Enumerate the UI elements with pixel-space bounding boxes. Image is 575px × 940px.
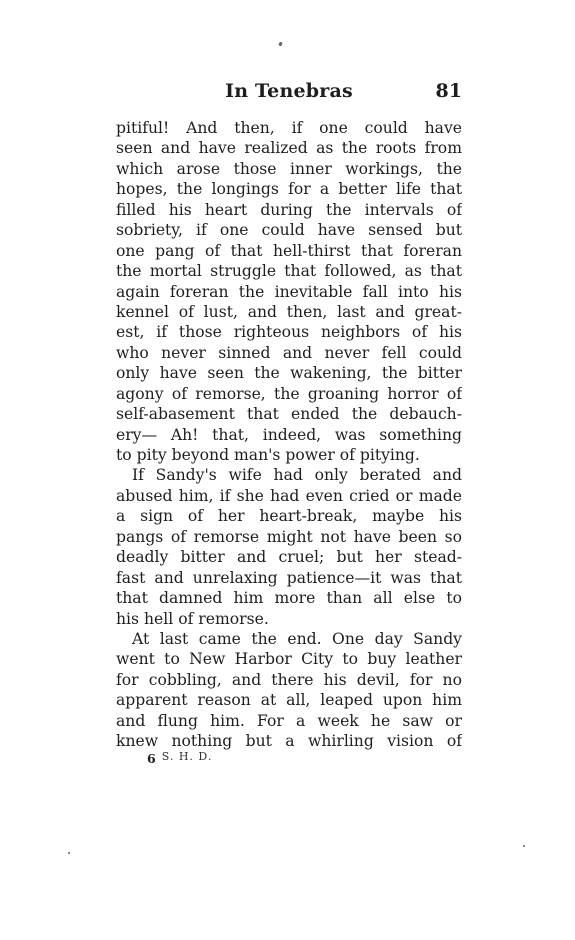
signature-number: 6: [147, 751, 156, 766]
text-line: If Sandy's wife had only berated and: [132, 466, 462, 485]
text-line: hopes, the longings for a better life that: [116, 180, 462, 199]
text-line: his hell of remorse.: [116, 609, 269, 628]
text-line: went to New Harbor City to buy leather: [116, 650, 462, 669]
text-line: filled his heart during the intervals of: [116, 200, 462, 219]
text-line: again foreran the inevitable fall into his: [116, 282, 462, 301]
text-line: knew nothing but a whirling vision of: [116, 732, 462, 751]
text-line: the mortal struggle that followed, as that: [116, 262, 462, 281]
text-line: deadly bitter and cruel; but her stead-: [116, 548, 462, 567]
text-line: a sign of her heart-break, maybe his: [116, 507, 462, 526]
body-text: [116, 118, 462, 752]
text-line: At last came the end. One day Sandy: [132, 629, 462, 648]
text-line: est, if those righteous neighbors of his: [116, 323, 462, 342]
text-line: ery— Ah! that, indeed, was something: [116, 425, 462, 444]
text-line: one pang of that hell-thirst that foreran: [116, 241, 462, 260]
text-line: who never sinned and never fell could: [116, 343, 462, 362]
signature-initials: S. H. D.: [161, 750, 213, 763]
text-line: abused him, if she had even cried or made: [116, 486, 462, 505]
page-number: 81: [435, 80, 462, 102]
text-line: sobriety, if one could have sensed but: [116, 221, 462, 240]
text-line: to pity beyond man's power of pitying.: [116, 446, 420, 464]
text-line: apparent reason at all, leaped upon him: [116, 691, 462, 710]
text-line: fast and unrelaxing patience—it was that: [116, 568, 462, 587]
scan-dot: [68, 852, 70, 854]
text-line: and flung him. For a week he saw or: [116, 711, 462, 730]
text-line: seen and have realized as the roots from: [116, 139, 462, 158]
page-header: [116, 80, 462, 104]
text-line: for cobbling, and there his devil, for no: [116, 670, 462, 689]
text-line: pangs of remorse might not have been so: [116, 527, 462, 546]
scan-dot: [523, 845, 525, 847]
text-line: self-abasement that ended the debauch-: [116, 405, 462, 424]
text-line: that damned him more than all else to: [116, 589, 462, 608]
text-line: only have seen the wakening, the bitter: [116, 364, 462, 383]
text-line: agony of remorse, the groaning horror of: [116, 384, 462, 403]
ink-speck: [278, 42, 282, 47]
text-line: which arose those inner workings, the: [116, 159, 462, 178]
signature-mark: [147, 748, 212, 764]
text-line: pitiful! And then, if one could have: [116, 119, 462, 137]
text-line: kennel of lust, and then, last and great-: [116, 302, 462, 321]
running-title: In Tenebras: [225, 80, 353, 102]
